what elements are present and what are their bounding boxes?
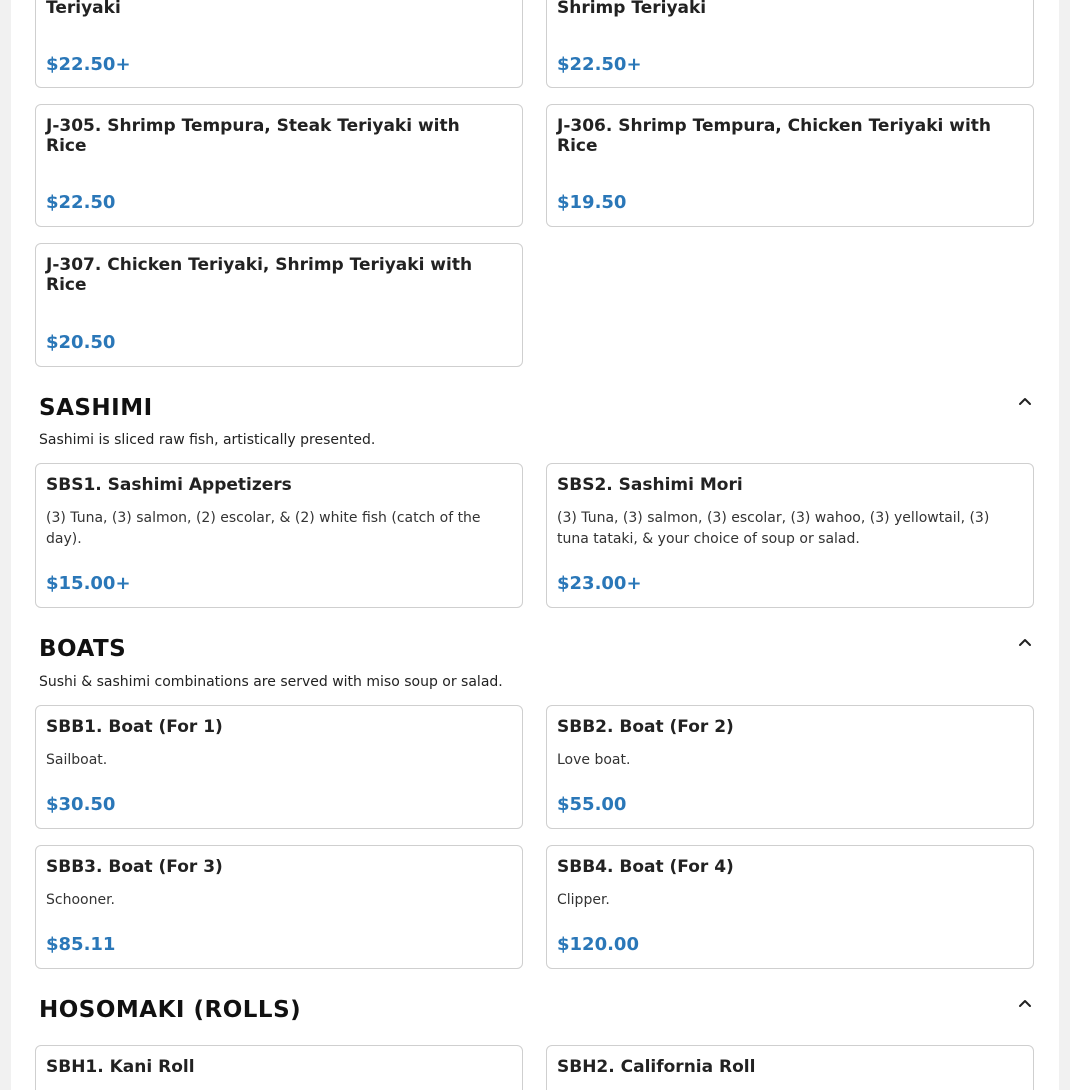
item-name: SBS1. Sashimi Appetizers <box>46 475 292 495</box>
item-price: $55.00 <box>557 794 627 815</box>
menu-item-card[interactable] <box>35 705 523 829</box>
menu-item-card[interactable] <box>546 845 1034 969</box>
item-name: SBS2. Sashimi Mori <box>557 475 743 495</box>
item-name: SBH1. Kani Roll <box>46 1057 195 1077</box>
item-description: (3) Tuna, (3) salmon, (2) escolar, & (2) white fish (catch of the day). <box>46 510 481 547</box>
section-title-hosomaki: HOSOMAKI (ROLLS) <box>39 997 302 1023</box>
item-name: SBB3. Boat (For 3) <box>46 857 223 877</box>
menu-item-card[interactable] <box>546 463 1034 608</box>
menu-item-card[interactable] <box>546 705 1034 829</box>
item-name: SBH2. California Roll <box>557 1057 756 1077</box>
item-price: $20.50 <box>46 332 116 353</box>
item-price: $22.50+ <box>557 54 642 75</box>
item-price: $30.50 <box>46 794 116 815</box>
item-name: Shrimp Teriyaki <box>557 0 707 18</box>
item-price: $22.50+ <box>46 54 131 75</box>
section-description: Sashimi is sliced raw fish, artistically presented. <box>39 432 376 448</box>
menu-item-card[interactable] <box>546 104 1034 227</box>
menu-item-card[interactable] <box>35 463 523 608</box>
item-description: Clipper. <box>557 892 610 908</box>
item-price: $19.50 <box>557 192 627 213</box>
chevron-up-icon[interactable] <box>1015 391 1035 411</box>
chevron-up-icon[interactable] <box>1015 632 1035 652</box>
item-name: J-305. Shrimp Tempura, Steak Teriyaki with Rice <box>46 116 460 156</box>
item-description: Sailboat. <box>46 752 108 768</box>
item-description: Love boat. <box>557 752 631 768</box>
item-description: (3) Tuna, (3) salmon, (3) escolar, (3) wahoo, (3) yellowtail, (3) tuna tataki, & your choice of soup or salad. <box>557 510 990 547</box>
item-name: SBB2. Boat (For 2) <box>557 717 734 737</box>
section-title-boats: BOATS <box>39 636 127 662</box>
item-price: $120.00 <box>557 934 639 955</box>
menu-item-card[interactable] <box>35 1045 523 1090</box>
menu-item-card[interactable] <box>546 1045 1034 1090</box>
menu-item-card[interactable] <box>546 0 1034 88</box>
section-description: Sushi & sashimi combinations are served with miso soup or salad. <box>39 674 503 690</box>
item-name: J-307. Chicken Teriyaki, Shrimp Teriyaki with Rice <box>46 255 473 295</box>
item-price: $15.00+ <box>46 573 131 594</box>
menu-item-card[interactable] <box>35 0 523 88</box>
section-title-sashimi: SASHIMI <box>39 395 153 421</box>
chevron-up-icon[interactable] <box>1015 993 1035 1013</box>
menu-item-card[interactable] <box>35 104 523 227</box>
item-name: SBB1. Boat (For 1) <box>46 717 223 737</box>
item-price: $23.00+ <box>557 573 642 594</box>
menu-item-card[interactable] <box>35 243 523 367</box>
item-price: $22.50 <box>46 192 116 213</box>
item-price: $85.11 <box>46 934 116 955</box>
item-name: SBB4. Boat (For 4) <box>557 857 734 877</box>
item-name: Teriyaki <box>46 0 121 18</box>
item-description: Schooner. <box>46 892 115 908</box>
menu-item-card[interactable] <box>35 845 523 969</box>
menu-page <box>11 0 1059 1090</box>
item-name: J-306. Shrimp Tempura, Chicken Teriyaki with Rice <box>557 116 992 156</box>
